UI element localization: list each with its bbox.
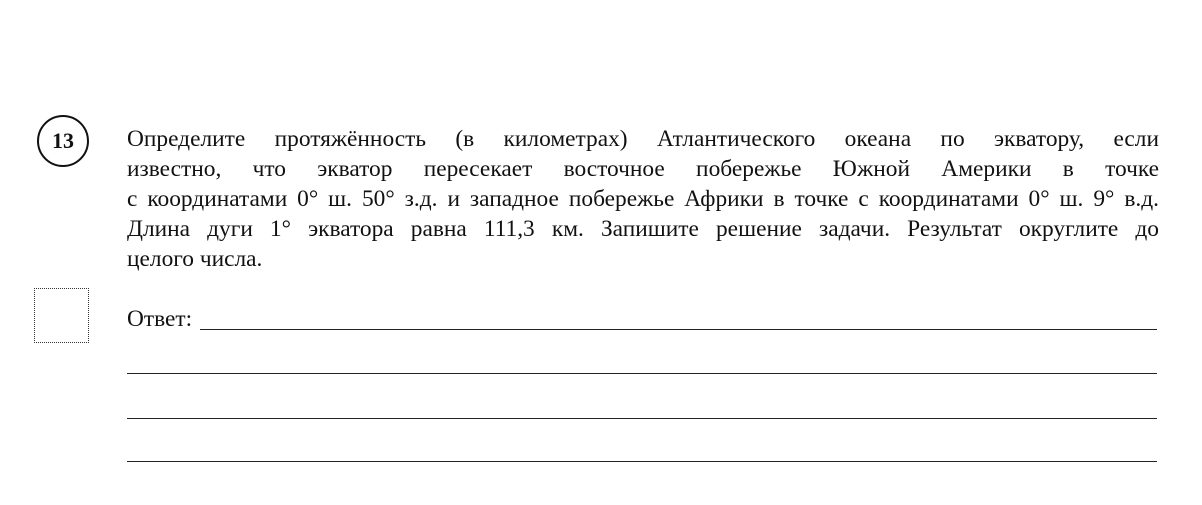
- task-number: 13: [52, 128, 74, 153]
- task-text-line: известно, что экватор пересекает восточное побережье Южной Америки в точке: [127, 156, 1159, 182]
- answer-row: [127, 300, 1157, 334]
- answer-blank-line[interactable]: [127, 418, 1157, 419]
- task-text-line: Определите протяжённость (в километрах) Атлантического океана по экватору, если: [127, 126, 1159, 152]
- answer-label: Ответ:: [127, 306, 193, 332]
- answer-blank-line[interactable]: [127, 373, 1157, 374]
- task-text: [127, 124, 1159, 274]
- score-box[interactable]: [34, 288, 89, 343]
- task-number-badge: [37, 115, 89, 167]
- answer-blank-line[interactable]: [127, 461, 1157, 462]
- task-text-line: с координатами 0° ш. 50° з.д. и западное побережье Африки в точке с координатами 0° ш. 9° в.д.: [127, 186, 1159, 212]
- task-text-line: целого числа.: [127, 246, 263, 272]
- answer-line[interactable]: [200, 329, 1157, 330]
- task-text-line: Длина дуги 1° экватора равна 111,3 км. Запишите решение задачи. Результат округлите до: [127, 216, 1159, 242]
